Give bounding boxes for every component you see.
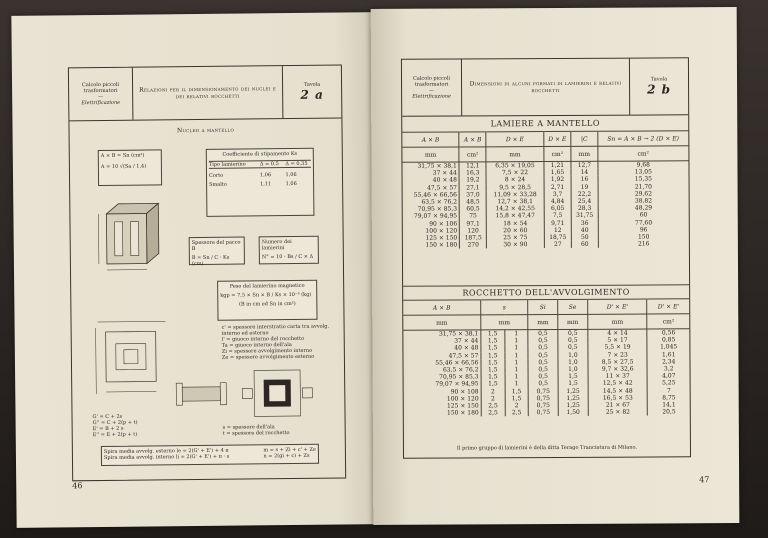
symbols-legend (222, 324, 334, 361)
right-header-title: Dimensioni di alcuni formati di lamierini e relativi rocchetti (469, 79, 622, 95)
area-formula-box (98, 149, 162, 186)
lamiere-cell: 6,35 × 19,05 (486, 162, 543, 170)
rocchetto-cell: 1,5 (481, 352, 505, 359)
rocchetto-cell: 1 (504, 345, 528, 352)
rocchetto-cell: 1,5 (505, 395, 529, 402)
rocchetto-col-unit: mm (481, 315, 528, 330)
rocchetto-cell: 1,5 (481, 337, 505, 344)
lamiere-cell: 12,7 × 38,1 (486, 198, 543, 206)
lamiere-col-unit: mm (571, 146, 598, 161)
rocchetto-cell: 9,7 × 32,6 (588, 366, 648, 374)
lamiere-cell: 120 (460, 227, 487, 234)
rocchetto-cell: 1,5 (481, 366, 505, 373)
lamiere-col-unit: cm² (598, 146, 689, 161)
lamiere-cell: 14,2 × 42,55 (486, 205, 543, 213)
legend-line-2: l' = giuoco interno del rocchetto (221, 335, 305, 343)
lamiere-cell: 16,3 (459, 170, 486, 177)
rocchetto-cell: 7 × 23 (588, 351, 648, 359)
lamiere-col-unit: cm² (544, 146, 572, 161)
lamiere-cell: 216 (637, 240, 650, 248)
lamiere-cell: 2,71 (544, 184, 572, 191)
lamiere-table (402, 130, 689, 249)
rocchetto-cell: 31,75 × 38,1 (403, 330, 481, 338)
rocchetto-cell: 37 × 44 (403, 338, 481, 346)
rocchetto-col-unit: mm (403, 315, 481, 330)
rocchetto-cell: 1 (504, 330, 528, 338)
rocchetto-cell: 0,75 (528, 402, 558, 409)
lamiere-cell: 18,75 (544, 234, 572, 241)
rocchetto-col-head: Si (528, 299, 558, 314)
rocchetto-cell: 1,0 (558, 351, 588, 358)
lamiere-col-head: D × E (486, 132, 544, 147)
left-section-title: Nucleo a mantello (176, 126, 235, 135)
lamiere-cell: 27 (544, 241, 572, 248)
spira-interno: Spira media avvolg. interno li = 2(G' + E') + π · s (103, 453, 230, 461)
lamiere-cell: 25,4 (571, 198, 597, 205)
rocchetto-cell: 2,5 (481, 402, 505, 409)
stipamento-title: Coefficiente di stipamento Ks (222, 150, 298, 158)
rocchetto-cell: 1,045 (660, 343, 678, 351)
rocchetto-cell: 0,5 (528, 373, 558, 380)
left-tav-label: Tavola (303, 81, 321, 88)
pacco-title: Spessore del pacco B (191, 239, 241, 253)
left-header-title: Relazioni per il dimensionamento dei nuclei e dei relativi rocchetti (139, 85, 277, 101)
spira-esterno: Spira media avvolg. esterno le = 2(G' + E') + 4 π (103, 447, 229, 455)
lamiere-cell: 12,7 (571, 161, 597, 169)
lamiere-col-unit: mm (402, 147, 459, 162)
stip-r2-c1: Smalto (209, 181, 227, 188)
left-page (11, 12, 382, 528)
lamiere-cell: 1,65 (544, 169, 572, 176)
rocchetto-col-head: s (481, 300, 528, 315)
rocchetto-cell: 3,2 (663, 365, 674, 373)
rocchetto-cell: 14,5 × 48 (588, 387, 648, 395)
rocchetto-col-head: D' × E' (647, 299, 689, 314)
lamiere-cell: 60 (639, 211, 648, 219)
lamiere-row (403, 241, 689, 250)
right-header-source (402, 59, 462, 115)
legend-line-4: Zi = spessore avvolgimento interno (221, 347, 313, 355)
rocchetto-cell: 0,5 (528, 329, 558, 337)
rocchetto-cell: 21 × 67 (588, 402, 648, 410)
left-page-number: 46 (72, 481, 83, 491)
lamiere-cell: 96 (639, 226, 648, 234)
left-header-source (69, 68, 134, 121)
lamiere-cell: 15,8 × 47,47 (487, 212, 544, 220)
rocchetto-cell: 14,1 (662, 401, 676, 409)
rocchetto-col-unit: mm (588, 314, 648, 329)
rocchetto-cell: 11 × 37 (588, 373, 648, 381)
left-header (69, 65, 342, 121)
lamiere-col-head: |C (571, 131, 598, 146)
rocchetto-col-unit: mm (528, 314, 558, 329)
stip-r1-c2: 1,06 (259, 172, 272, 179)
rocchetto-cell: 1,5 (481, 381, 505, 388)
rocchetto-cell: 150 × 180 (404, 410, 482, 418)
right-table-frame (401, 57, 691, 459)
left-tav-number: 2 a (300, 87, 324, 102)
lamiere-cell: 1,92 (544, 176, 572, 183)
lamierini-box (259, 236, 319, 265)
right-page (371, 7, 740, 525)
lamiere-col-unit: cm² (459, 147, 486, 162)
lamiere-cell: 55,46 × 66,56 (403, 191, 460, 199)
eq-4: E'' = E + 2(p + t) (92, 431, 138, 439)
thickness-legend (223, 424, 333, 437)
lamiere-cell: 270 (460, 242, 487, 249)
lamiere-cell: 47,5 × 57 (403, 184, 460, 192)
legend-line-1: c' = spessore interstratio carta tra avvolg. interno ed esterno (221, 323, 330, 337)
eq-2: G'' = C + 2(p + t) (92, 419, 138, 427)
rocchetto-cell: 125 × 150 (404, 402, 482, 410)
rocchetto-cell: 2,34 (662, 358, 676, 366)
rocchetto-cell: 16,5 × 53 (588, 394, 648, 402)
rocchetto-cell: 79,07 × 94,95 (404, 381, 482, 389)
lamiere-cell: 150 × 180 (403, 242, 460, 250)
area-formula: A × B = Sn (cm²) (100, 152, 145, 160)
rocchetto-cell: 0,85 (661, 336, 676, 344)
rocchetto-cell: 63,5 × 76,2 (404, 366, 482, 374)
stip-r1-c3: 1,06 (285, 171, 297, 179)
rocchetto-cell: 1 (505, 381, 529, 388)
rocchetto-cell: 1,5 (481, 345, 505, 352)
left-header-tav (283, 65, 342, 118)
lamination-drawing (87, 313, 172, 404)
rocchetto-cell: 12,5 × 42 (588, 380, 648, 388)
lamiere-cell: 60,5 (460, 206, 487, 213)
lamiere-cell: 30 × 90 (487, 241, 544, 249)
lamierini-title: Numero dei lamierini (261, 239, 292, 252)
lamiere-cell: 70,95 × 85,3 (403, 206, 460, 214)
rocchetto-cell: 2 (505, 402, 529, 409)
lamiere-cell: 97,1 (460, 220, 487, 227)
rocchetto-cell: 0,56 (661, 329, 676, 337)
rocchetto-cell: 2,5 (505, 409, 529, 416)
lamiere-cell: 11,09 × 33,28 (486, 191, 543, 199)
left-header-dash: — (98, 93, 104, 101)
rocchetto-cell: 0,5 (528, 352, 558, 359)
lamiere-cell: 12 (544, 227, 572, 234)
lamierini-formula: N° = 10 · Bs / C × Δ (261, 253, 314, 261)
lamiere-cell: 19,2 (459, 177, 486, 184)
lamiere-cell: 13,05 (634, 168, 652, 176)
lamiere-cell: 40 × 48 (403, 177, 460, 185)
rocchetto-cell: 7 (666, 387, 671, 395)
lamiere-cell: 90 × 106 (403, 220, 460, 228)
rocchetto-cell: 0,5 (558, 329, 588, 337)
stip-r2-c3: 1,06 (285, 180, 297, 188)
rocchetto-cell: 0,75 (528, 395, 558, 402)
left-header-source-top: Calcolo piccoli trasformatori (82, 81, 120, 95)
thickness-legend-2: t = spessore del rocchetto (222, 430, 290, 437)
A-formula: A = 10 √(Sa / 1,4) (100, 163, 147, 171)
lamiere-cell: 48,29 (634, 204, 653, 212)
rocchetto-cell: 1 (505, 352, 529, 359)
stip-col1: Tipo lamierino (208, 161, 246, 168)
rocchetto-cell: 1 (505, 359, 529, 366)
rocchetto-cell: 1,0 (558, 366, 588, 373)
footnote: Il primo gruppo di lamierini è della ditta Terago Tranciatura di Milano. (456, 444, 637, 452)
rocchetto-cell: 1,0 (558, 359, 588, 366)
lamiere-cell: 27,1 (459, 184, 486, 191)
lamiere-cell: 60 (572, 241, 598, 248)
lamiere-cell: 14 (571, 169, 597, 176)
lamiere-cell: 18 × 54 (487, 220, 544, 228)
right-tav-number: 2 b (647, 82, 672, 97)
lamiere-cell: 1,21 (544, 161, 572, 169)
peso-note: (B in cm ed Sn in cm²) (239, 300, 296, 308)
rocchetto-cell: 0,75 (528, 409, 558, 416)
rocchetto-table (403, 298, 690, 417)
spira-interno-n: n = 2(gi + c) + Zs (263, 452, 310, 460)
rocchetto-cell: 1,50 (558, 409, 588, 416)
right-header (402, 58, 688, 116)
lamiere-cell: 9,71 (544, 220, 572, 227)
rocchetto-col-head: D' × E' (587, 299, 647, 314)
pacco-formula: B = Sn / C · Ks (cm) (191, 254, 230, 268)
right-header-source-bottom: Elettrificazione (412, 93, 452, 100)
rocchetto-cell: 40 × 48 (403, 345, 481, 353)
rocchetto-cell: 1,5 (481, 330, 505, 338)
lamiere-cell: 25 × 75 (487, 234, 544, 242)
lamiere-cell: 150 (637, 233, 650, 241)
rocchetto-row (404, 409, 690, 418)
equations-block (93, 413, 173, 438)
stip-col3: Δ = 0,35 (285, 160, 308, 168)
rocchetto-cell: 1 (504, 337, 528, 344)
rocchetto-cell: 47,5 × 57 (403, 352, 481, 360)
lamiere-cell: 31,75 (571, 212, 597, 219)
lamiere-cell: 7,5 × 22 (486, 169, 543, 177)
eq-3: E' = B + 2 s (92, 425, 124, 433)
peso-formula: kgp = 7,5 × Sn × B / Ks × 10⁻³ (kg) (220, 291, 312, 299)
spira-media-box (101, 444, 319, 466)
rocchetto-cell: 1,5 (481, 359, 505, 366)
lamiere-cell: 37,0 (459, 191, 486, 198)
rocchetto-cell: 0,5 (528, 366, 558, 373)
rocchetto-cell: 8,75 (662, 394, 676, 402)
rocchetto-cell: 20,5 (662, 408, 676, 416)
left-header-title-cell (133, 66, 284, 120)
left-table-frame (68, 64, 346, 481)
lamiere-cell: 9,5 × 28,5 (486, 184, 543, 192)
stip-r2-c2: 1,11 (260, 181, 272, 188)
rocchetto-cell: 5 × 17 (588, 337, 648, 345)
rocchetto-cell: 1,5 (481, 373, 505, 380)
lamiere-cell: 29,62 (634, 190, 653, 198)
peso-title: Peso del lamierino magnetico (229, 282, 305, 290)
lamiere-cell: 12,1 (459, 162, 486, 170)
lamiere-col-head: Sn = A × B → 2 (D × E) (597, 131, 688, 146)
lamiere-cell: 36 (571, 219, 597, 226)
lamiere-cell: 125 × 150 (403, 235, 460, 243)
right-tav-label: Tavola (650, 76, 668, 83)
lamiere-col-head: A × B (402, 132, 459, 147)
rocchetto-cell: 1,25 (558, 387, 588, 394)
stipamento-box (206, 148, 315, 217)
lamiere-cell: 19 (571, 183, 597, 190)
bobbin-drawing (172, 366, 333, 422)
lamiere-col-head: D × E (544, 131, 572, 146)
rocchetto-cell: 1,25 (558, 402, 588, 409)
lamiere-cell: 79,07 × 94,95 (403, 213, 460, 221)
lamiere-cell: 21,70 (634, 183, 653, 191)
lamiere-cell: 38,82 (634, 197, 653, 205)
shell-core-drawing (94, 193, 175, 274)
lamiere-col-unit: mm (486, 147, 544, 162)
spira-esterno-m: m = s + Zi + c' + Ze (263, 446, 316, 454)
section-lamiere: LAMIERE A MANTELLO (490, 118, 600, 129)
lamiere-cell: 6,05 (544, 205, 572, 212)
rocchetto-cell: 90 × 108 (404, 388, 482, 396)
lamiere-cell: 50 (572, 234, 598, 241)
lamiere-cell: 7,5 (544, 212, 572, 219)
right-header-source-top: Calcolo piccoli trasformatori (412, 75, 451, 88)
rocchetto-col-unit: cm² (647, 314, 689, 329)
rocchetto-cell: 0,5 (528, 359, 558, 366)
rocchetto-cell: 2,5 (481, 409, 505, 416)
left-header-source-bottom: Elettrificazione (81, 99, 121, 107)
rocchetto-cell: 1,61 (662, 350, 676, 359)
rocchetto-cell: 5,25 (662, 379, 676, 387)
stip-r1-c1: Corto (208, 172, 224, 179)
right-header-title-cell (462, 59, 630, 116)
rocchetto-cell: 0,5 (558, 337, 588, 344)
rocchetto-cell: 1,25 (558, 395, 588, 402)
right-page-number: 47 (699, 475, 710, 485)
thickness-legend-1: s = spessore dell'ala (222, 424, 275, 431)
rocchetto-cell: 1 (505, 366, 529, 373)
lamiere-cell: 8 × 24 (486, 176, 543, 184)
rocchetto-cell: 0,5 (528, 337, 558, 344)
legend-line-3: Ta = giuoco interno dell'ala (221, 342, 292, 349)
lamiere-cell: 75 (460, 213, 487, 220)
peso-box (217, 280, 317, 321)
lamiere-cell: 15,35 (634, 175, 652, 183)
lamiere-cell: 22,2 (571, 191, 597, 198)
legend-line-5: Ze = spessore avvolgimento esterno (221, 353, 315, 361)
lamiere-cell: 48,5 (460, 198, 487, 205)
rocchetto-col-head: Se (558, 299, 588, 314)
lamiere-cell: 63,5 × 76,2 (403, 199, 460, 207)
pacco-box (189, 236, 245, 268)
rocchetto-cell: 55,46 × 66,56 (403, 359, 481, 367)
rocchetto-col-head: A × B (403, 300, 481, 315)
rocchetto-cell: 4,07 (662, 372, 676, 380)
rocchetto-cell: 4 × 14 (588, 329, 648, 337)
lamiere-cell: 31,75 × 38,1 (402, 162, 459, 170)
lamiere-cell: 3,7 (544, 191, 572, 198)
rocchetto-cell: 2 (481, 388, 505, 395)
rocchetto-cell: 1,5 (505, 388, 529, 395)
rocchetto-cell: 8,5 × 27,5 (588, 358, 648, 366)
lamiere-col-head: A × B (459, 132, 486, 147)
right-header-tav (630, 58, 688, 114)
stip-col2: Δ = 0,5 (259, 161, 279, 168)
lamiere-cell: 9,68 (636, 161, 650, 169)
lamiere-cell: 16 (571, 176, 597, 183)
lamiere-cell: 100 × 120 (403, 227, 460, 235)
rocchetto-cell: 70,95 × 85,3 (404, 374, 482, 382)
rocchetto-cell: 1,5 (558, 373, 588, 380)
lamiere-cell: 28,3 (571, 205, 597, 212)
lamiere-cell: 77,60 (634, 219, 653, 227)
rocchetto-cell: 2 (481, 395, 505, 402)
lamiere-cell: 4,84 (544, 198, 572, 205)
eq-1: G' = C + 2s (92, 413, 123, 421)
rocchetto-col-unit: mm (558, 314, 588, 329)
rocchetto-cell: 0,5 (558, 344, 588, 351)
rocchetto-cell: 1,5 (558, 380, 588, 387)
rocchetto-cell: 0,5 (528, 380, 558, 387)
rocchetto-cell: 25 × 82 (588, 409, 648, 417)
lamiere-cell: 20 × 60 (487, 227, 544, 235)
lamiere-cell: 40 (571, 227, 597, 234)
lamiere-cell: 187,5 (460, 234, 487, 241)
lamiere-cell: 37 × 44 (402, 170, 459, 178)
section-rocchetto: ROCCHETTO DELL'AVVOLGIMENTO (403, 284, 689, 297)
rocchetto-cell: 0,5 (528, 344, 558, 351)
right-header-dash: — (429, 87, 435, 94)
rocchetto-cell: 100 × 120 (404, 395, 482, 403)
rocchetto-cell: 0,75 (528, 388, 558, 395)
rocchetto-cell: 1 (505, 373, 529, 380)
rocchetto-cell: 5,5 × 19 (588, 344, 648, 352)
